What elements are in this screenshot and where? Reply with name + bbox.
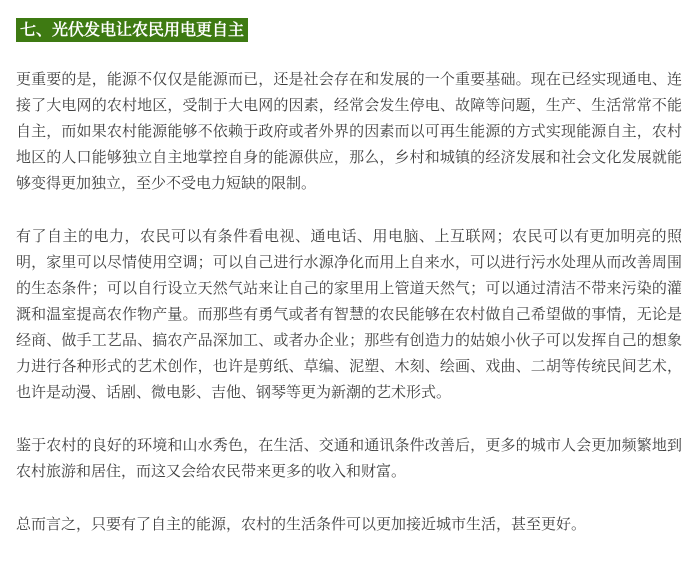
paragraph-energy-autonomy: 更重要的是，能源不仅仅是能源而已，还是社会存在和发展的一个重要基础。现在已经实现通电、连接了大电网的农村地区，受制于大电网的因素，经常会发生停电、故障等问题，生产、生活常常不能自主，而如果农村能源能够不依赖于政府或者外界的因素而以可再生能源的方式实现能源自主，农村地区的人口能够独立自主地掌控自身的能源供应，那么，乡村和城镇的经济发展和社会文化发展就能够变得更加独立，至少不受电力短缺的限制。: [16, 70, 682, 192]
section-heading: 七、光伏发电让农民用电更自主: [16, 18, 248, 42]
paragraph-rural-tourism: 鉴于农村的良好的环境和山水秀色，在生活、交通和通讯条件改善后，更多的城市人会更加频繁地到农村旅游和居住，而这又会给农民带来更多的收入和财富。: [16, 436, 682, 480]
paragraph-conclusion: 总而言之，只要有了自主的能源，农村的生活条件可以更加接近城市生活，甚至更好。: [16, 515, 587, 533]
article-body: [16, 18, 682, 537]
paragraph-electricity-benefits: 有了自主的电力，农民可以有条件看电视、通电话、用电脑、上互联网；农民可以有更加明亮的照明，家里可以尽情使用空调；可以自己进行水源净化而用上自来水，可以进行污水处理从而改善周围的生态条件；可以自行设立天然气站来让自己的家里用上管道天然气；可以通过清洁不带来污染的灌溉和温室提高农作物产量。而那些有勇气或者有智慧的农民能够在农村做自己希望做的事情，无论是经商、做手工艺品、搞农产品深加工、或者办企业；那些有创造力的姑娘小伙子可以发挥自己的想象力进行各种形式的艺术创作，也许是剪纸、草编、泥塑、木刻、绘画、戏曲、二胡等传统民间艺术，也许是动漫、话剧、微电影、吉他、钢琴等更为新潮的艺术形式。: [16, 227, 682, 401]
